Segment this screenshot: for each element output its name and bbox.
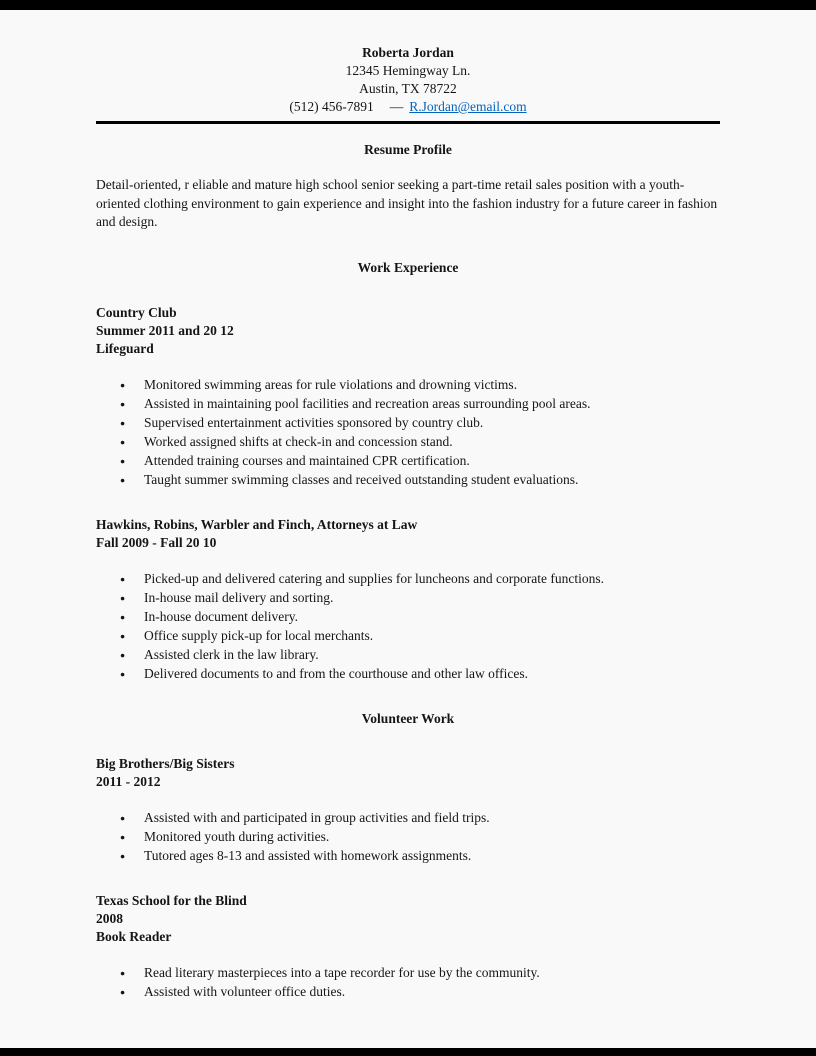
person-name: Roberta Jordan <box>362 45 454 60</box>
volunteer-2-organization: Texas School for the Blind <box>96 892 247 908</box>
bullet-item: ● Assisted clerk in the law library. <box>120 645 720 664</box>
page-bottom-border <box>0 1048 816 1056</box>
bullet-item: ● In-house mail delivery and sorting. <box>120 588 720 607</box>
job-1-bullet-list <box>96 375 720 489</box>
bullet-item: ● Office supply pick-up for local merchants. <box>120 626 720 645</box>
contact-line <box>96 98 720 116</box>
bullet-item: ● Monitored swimming areas for rule violations and drowning victims. <box>120 375 720 394</box>
job-2-dates: Fall 2009 - Fall 20 10 <box>96 534 217 550</box>
profile-paragraph: Detail-oriented, r eliable and mature high school senior seeking a part-time retail sales position with a youth-oriented clothing environment to gain experience and insight into the fashion industry for a future career in fashion and design. <box>96 177 718 229</box>
address-line-1: 12345 Hemingway Ln. <box>345 63 471 78</box>
volunteer-1-organization: Big Brothers/Big Sisters <box>96 755 235 771</box>
page-top-border <box>0 0 816 10</box>
bullet-item: ● Assisted with and participated in group activities and field trips. <box>120 808 720 827</box>
profile-section-heading: Resume Profile <box>364 142 452 157</box>
bullet-item: ● Assisted in maintaining pool facilities and recreation areas surrounding pool areas. <box>120 394 720 413</box>
bullet-item: ● Monitored youth during activities. <box>120 827 720 846</box>
bullet-item: ● Worked assigned shifts at check-in and concession stand. <box>120 432 720 451</box>
header-divider-rule <box>96 121 720 124</box>
email-link[interactable]: R.Jordan@email.com <box>409 99 527 114</box>
work-section-heading: Work Experience <box>357 259 459 275</box>
job-1-employer: Country Club <box>96 304 177 320</box>
phone-number: (512) 456-7891 <box>289 99 374 114</box>
volunteer-2-dates: 2008 <box>96 910 123 926</box>
volunteer-1-dates: 2011 - 2012 <box>96 773 161 789</box>
volunteer-2-heading <box>96 892 720 946</box>
job-2-heading <box>96 516 720 552</box>
job-1-dates: Summer 2011 and 20 12 <box>96 322 234 338</box>
address-line-2: Austin, TX 78722 <box>359 81 457 96</box>
resume-header <box>96 44 720 116</box>
bullet-item: ● Read literary masterpieces into a tape recorder for use by the community. <box>120 963 720 982</box>
bullet-item: ● Attended training courses and maintained CPR certification. <box>120 451 720 470</box>
bullet-item: ● Assisted with volunteer office duties. <box>120 982 720 1001</box>
volunteer-1-heading <box>96 755 720 791</box>
job-1-heading <box>96 304 720 358</box>
bullet-item: ● Supervised entertainment activities sponsored by country club. <box>120 413 720 432</box>
bullet-item: ● Tutored ages 8-13 and assisted with homework assignments. <box>120 846 720 865</box>
job-2-employer: Hawkins, Robins, Warbler and Finch, Attorneys at Law <box>96 516 418 532</box>
volunteer-2-title: Book Reader <box>96 928 172 944</box>
bullet-item: ● Taught summer swimming classes and received outstanding student evaluations. <box>120 470 720 489</box>
volunteer-1-bullet-list <box>96 808 720 865</box>
dash-separator: — <box>389 99 404 114</box>
bullet-item: ● Picked-up and delivered catering and supplies for luncheons and corporate functions. <box>120 569 720 588</box>
job-1-title: Lifeguard <box>96 340 154 356</box>
job-2-bullet-list <box>96 569 720 683</box>
bullet-item: ● Delivered documents to and from the courthouse and other law offices. <box>120 664 720 683</box>
volunteer-2-bullet-list <box>96 963 720 1001</box>
volunteer-section-heading: Volunteer Work <box>361 710 455 726</box>
bullet-item: ● In-house document delivery. <box>120 607 720 626</box>
